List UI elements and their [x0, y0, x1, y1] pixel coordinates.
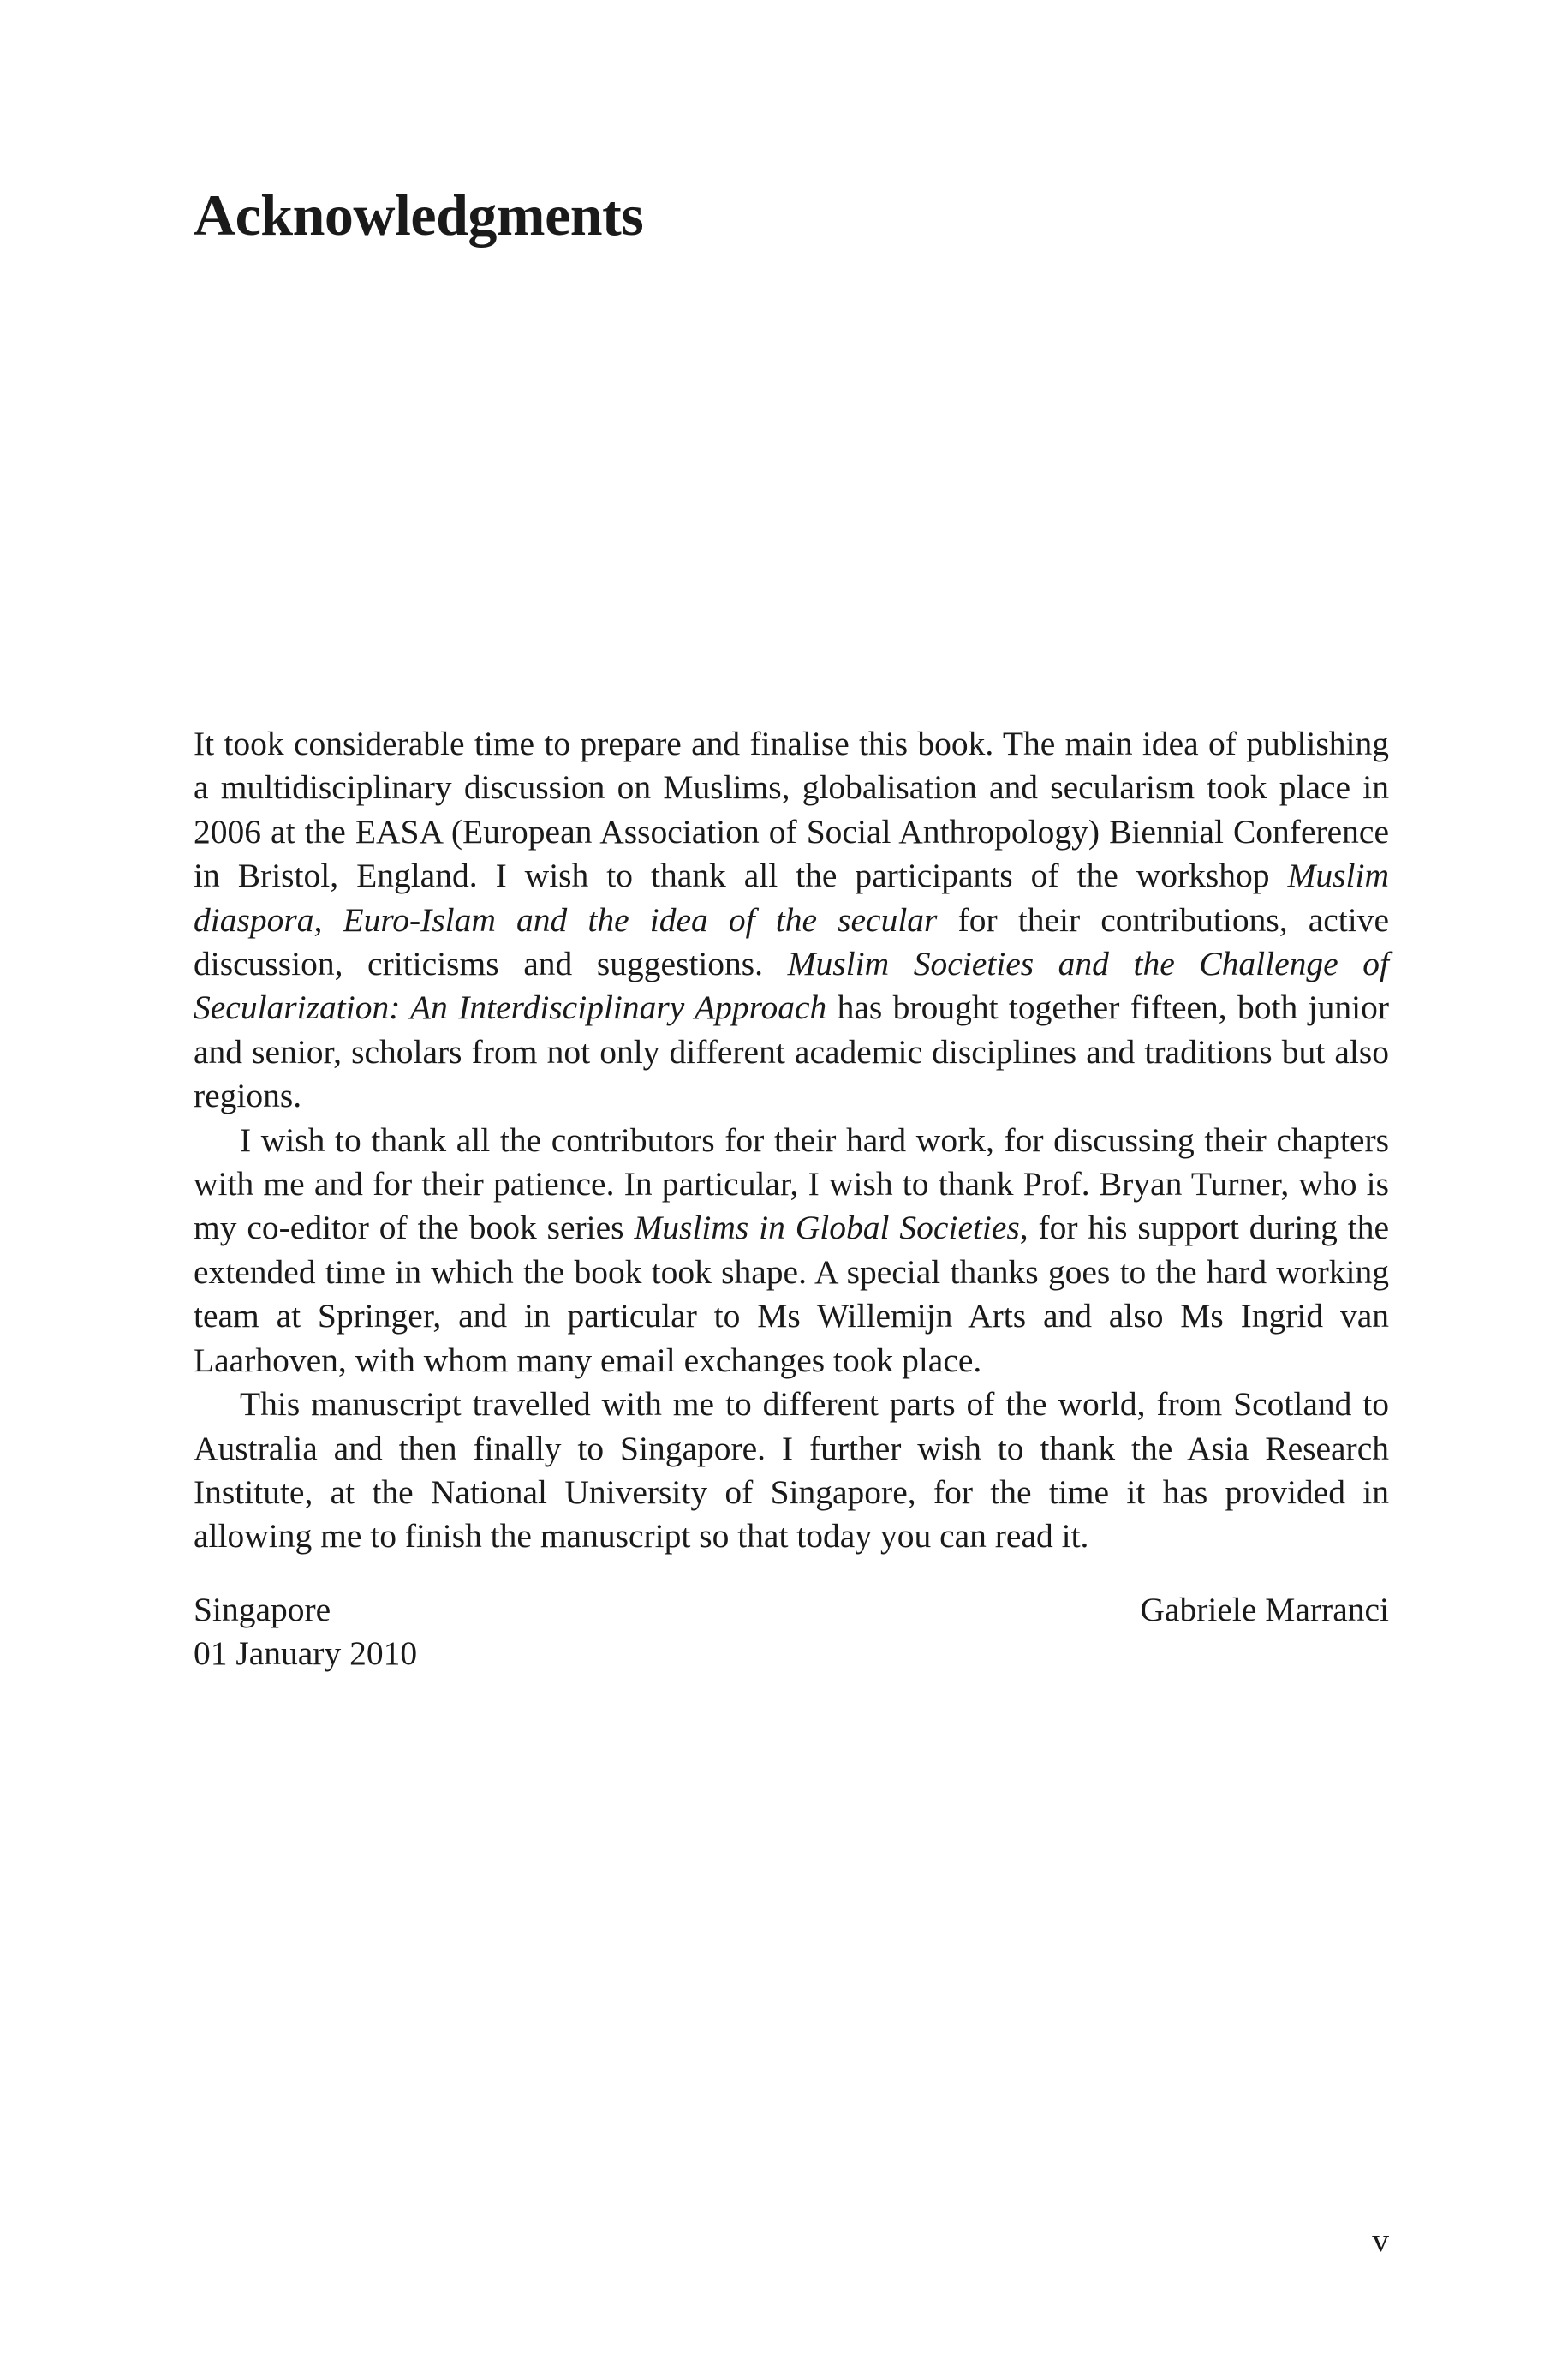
paragraph-2	[194, 1119, 1389, 1383]
workshop-title: Muslim diaspora, Euro-Islam and the idea of the secular	[194, 857, 1389, 939]
series-title: Muslims in Global Societies	[634, 1209, 1020, 1247]
paragraph-segment: , for his support during the extended time in which the book took shape. A special thanks goes to the hard working team at Springer, and in particular to Ms Willemijn Arts and also Ms Ingrid van Laarhoven, with whom many email exchanges took place.	[194, 1209, 1390, 1379]
paragraph-segment: It took considerable time to prepare and finalise this book. The main idea of publishing a multidisciplinary discussion on Muslims, globalisation and secularism took place in 2006 at the EASA (European Association of Social Anthropology) Biennial Conference in Bristol, England. I wish to thank all the participants of the workshop	[194, 725, 1389, 895]
place-date	[194, 1588, 417, 1676]
paragraph-segment: for their contributions, active discussion, criticisms and suggestions.	[194, 900, 1389, 983]
paragraph-3	[194, 1383, 1389, 1559]
signoff-author: Gabriele Marranci	[1140, 1591, 1389, 1628]
paragraph-segment: This manuscript travelled with me to different parts of the world, from Scotland to Australia and then finally to Singapore. I further wish to thank the Asia Research Institute, at the National University of Singapore, for the time it has provided in allowing me to finish the manuscript so that today you can read it.	[194, 1385, 1389, 1556]
paragraph-segment: has brought together fifteen, both junior and senior, scholars from not only different academic disciplines and traditions but also regions.	[194, 988, 1389, 1115]
paragraph-segment: I wish to thank all the contributors for their hard work, for discussing their chapters with me and for their patience. In particular, I wish to thank Prof. Bryan Turner, who is my co-editor of the book series	[194, 1120, 1389, 1247]
acknowledgments-body	[194, 722, 1389, 1559]
signoff-date: 01 January 2010	[194, 1634, 418, 1673]
page-title: Acknowledgments	[194, 182, 644, 248]
page-number: v	[1372, 2221, 1389, 2259]
paragraph-1	[194, 722, 1389, 1119]
signoff-place: Singapore	[194, 1591, 331, 1628]
book-title: Muslim Societies and the Challenge of Secularization: An Interdisciplinary Approach	[194, 945, 1389, 1027]
